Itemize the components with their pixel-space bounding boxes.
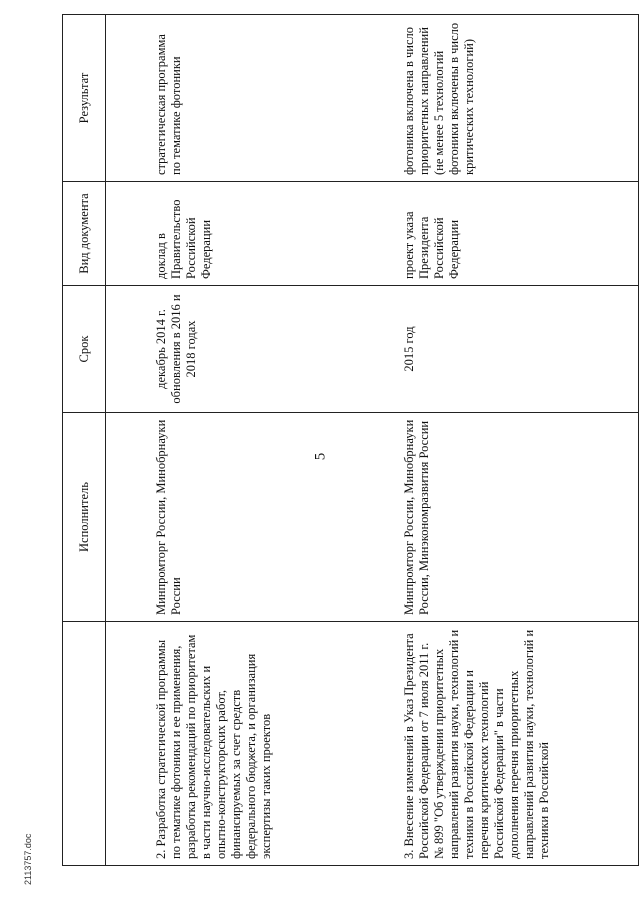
table-row <box>106 15 391 866</box>
header-result: Результат <box>63 15 106 182</box>
header-term: Срок <box>63 286 106 413</box>
footer-document-code: 2113757.doc <box>23 833 33 885</box>
cell-result: фотоника включена в число приоритетных направлений (не менее 5 технологий фотоники включены в число критических технологий) <box>390 15 639 182</box>
header-doc-type: Вид документа <box>63 182 106 286</box>
cell-term: декабрь 2014 г. обновления в 2016 и 2018 годах <box>106 286 391 413</box>
table-row <box>390 15 639 866</box>
action-plan-table <box>62 14 639 866</box>
table-header-row <box>63 15 106 866</box>
header-task <box>63 622 106 866</box>
header-executor: Исполнитель <box>63 413 106 622</box>
cell-result: стратегическая программа по тематике фотоники <box>106 15 391 182</box>
cell-doc-type: доклад в Правительство Российской Федерации <box>106 182 391 286</box>
table-container <box>62 22 586 866</box>
cell-term: 2015 год <box>390 286 639 413</box>
cell-task: 3. Внесение изменений в Указ Президента Российской Федерации от 7 июля 2011 г. № 899 "Об утверждении приоритетных направлений развития науки, технологий и техники в Российской Федерации и перечня критических технологий Российской Федерации" в части дополнения перечня приоритетных направлений развития науки, технологий и техники в Российской <box>390 622 639 866</box>
cell-executor: Минпромторг России, Минобрнауки России <box>106 413 391 622</box>
cell-doc-type: проект указа Президента Российской Федерации <box>390 182 639 286</box>
page-number: 5 <box>312 452 329 461</box>
cell-executor: Минпромторг России, Минобрнауки России, Минэкономразвития России <box>390 413 639 622</box>
cell-task: 2. Разработка стратегической программы по тематике фотоники и ее применения, разработка рекомендаций по приоритетам в части научно-исследовательских и опытно-конструкторских работ, финансируемых за счет средств федерального бюджета, и организация экспертизы таких проектов <box>106 622 391 866</box>
